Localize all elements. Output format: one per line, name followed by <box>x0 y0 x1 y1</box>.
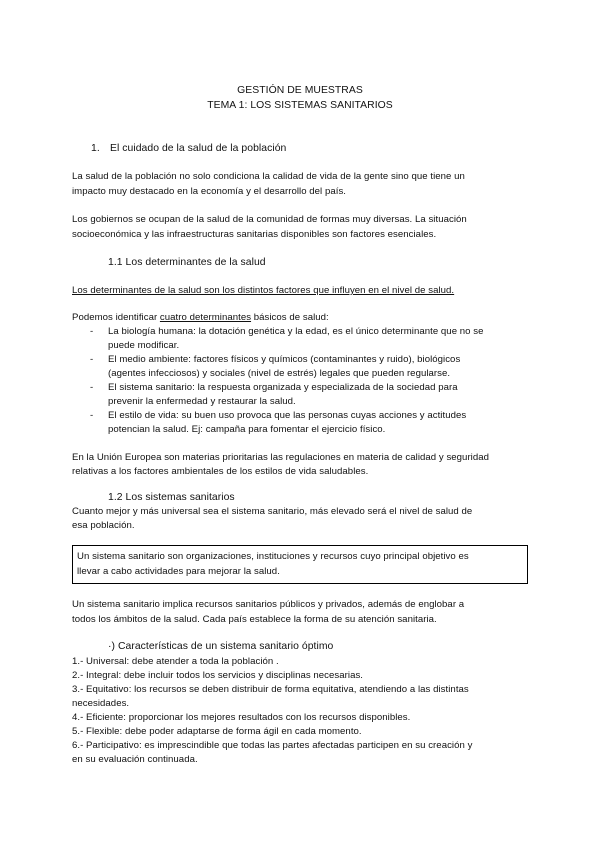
section-1-number: 1. <box>91 143 100 154</box>
paragraph-line: Cuanto mejor y más universal sea el sistema sanitario, más elevado será el nivel de salud de <box>72 506 473 517</box>
box-line: Un sistema sanitario son organizaciones, instituciones y recursos cuyo principal objetivo es <box>77 551 469 562</box>
box-line: llevar a cabo actividades para mejorar la salud. <box>77 566 280 577</box>
characteristic-line: 3.- Equitativo: los recursos se deben distribuir de forma equitativa, atendiendo a las distintas <box>72 684 469 695</box>
bullet-marker: - <box>90 410 94 421</box>
characteristic-line: 4.- Eficiente: proporcionar los mejores resultados con los recursos disponibles. <box>72 712 411 723</box>
paragraph-line: Un sistema sanitario implica recursos sanitarios públicos y privados, además de englobar a <box>72 599 465 610</box>
paragraph-line: En la Unión Europea son materias prioritarias las regulaciones en materia de calidad y seguridad <box>72 452 490 463</box>
intro-underlined: cuatro determinantes <box>159 312 252 323</box>
section-1-1-heading: 1.1 Los determinantes de la salud <box>108 257 266 268</box>
bullet-line: puede modificar. <box>108 340 180 351</box>
paragraph-line: relativas a los factores ambientales de los estilos de vida saludables. <box>72 466 369 477</box>
bullet-marker: - <box>90 354 94 365</box>
paragraph-line: impacto muy destacado en la economía y el desarrollo del país. <box>72 186 347 197</box>
characteristic-line: 6.- Participativo: es imprescindible que todas las partes afectadas participen en su creación y <box>72 740 473 751</box>
paragraph-line: Los gobiernos se ocupan de la salud de la comunidad de formas muy diversas. La situación <box>72 214 467 225</box>
paragraph-line: todos los ámbitos de la salud. Cada país establece la forma de su atención sanitaria. <box>72 614 437 625</box>
paragraph-line: socioeconómica y las infraestructuras sanitarias disponibles son factores esenciales. <box>72 229 437 240</box>
paragraph-line: esa población. <box>72 520 135 531</box>
bullet-line: (agentes infecciosos) y sociales (nivel de estrés) legales que pueden regularse. <box>108 368 451 379</box>
bullet-marker: - <box>90 382 94 393</box>
section-1-heading: El cuidado de la salud de la población <box>110 143 287 154</box>
intro-text: básicos de salud: <box>251 312 329 323</box>
definition-line: Los determinantes de la salud son los distintos factores que influyen en el nivel de salud. <box>72 285 455 296</box>
section-1-2-heading: 1.2 Los sistemas sanitarios <box>108 492 235 503</box>
paragraph-line: La salud de la población no solo condiciona la calidad de vida de la gente sino que tiene un <box>72 171 465 182</box>
bullet-line: prevenir la enfermedad y restaurar la salud. <box>108 396 296 407</box>
bullet-line: El estilo de vida: su buen uso provoca que las personas cuyas acciones y actitudes <box>108 410 467 421</box>
bullet-line: El medio ambiente: factores físicos y químicos (contaminantes y ruido), biológicos <box>108 354 461 365</box>
intro-text: Podemos identificar <box>72 312 160 323</box>
determinants-intro <box>72 311 329 325</box>
bullet-line: El sistema sanitario: la respuesta organizada y especializada de la sociedad para <box>108 382 458 393</box>
bullet-line: La biología humana: la dotación genética y la edad, es el único determinante que no se <box>108 326 484 337</box>
characteristics-heading: ·) Características de un sistema sanitario óptimo <box>108 641 334 652</box>
characteristic-line: 5.- Flexible: debe poder adaptarse de forma ágil en cada momento. <box>72 726 362 737</box>
document-subtitle: TEMA 1: LOS SISTEMAS SANITARIOS <box>207 100 393 111</box>
characteristic-line: 2.- Integral: debe incluir todos los servicios y disciplinas necesarias. <box>72 670 364 681</box>
bullet-line: potencian la salud. Ej: campaña para fomentar el ejercicio físico. <box>108 424 386 435</box>
characteristic-line: necesidades. <box>72 698 130 709</box>
document-title: GESTIÓN DE MUESTRAS <box>237 85 363 96</box>
characteristic-line: en su evaluación continuada. <box>72 754 198 765</box>
bullet-marker: - <box>90 326 94 337</box>
characteristic-line: 1.- Universal: debe atender a toda la población . <box>72 656 279 667</box>
